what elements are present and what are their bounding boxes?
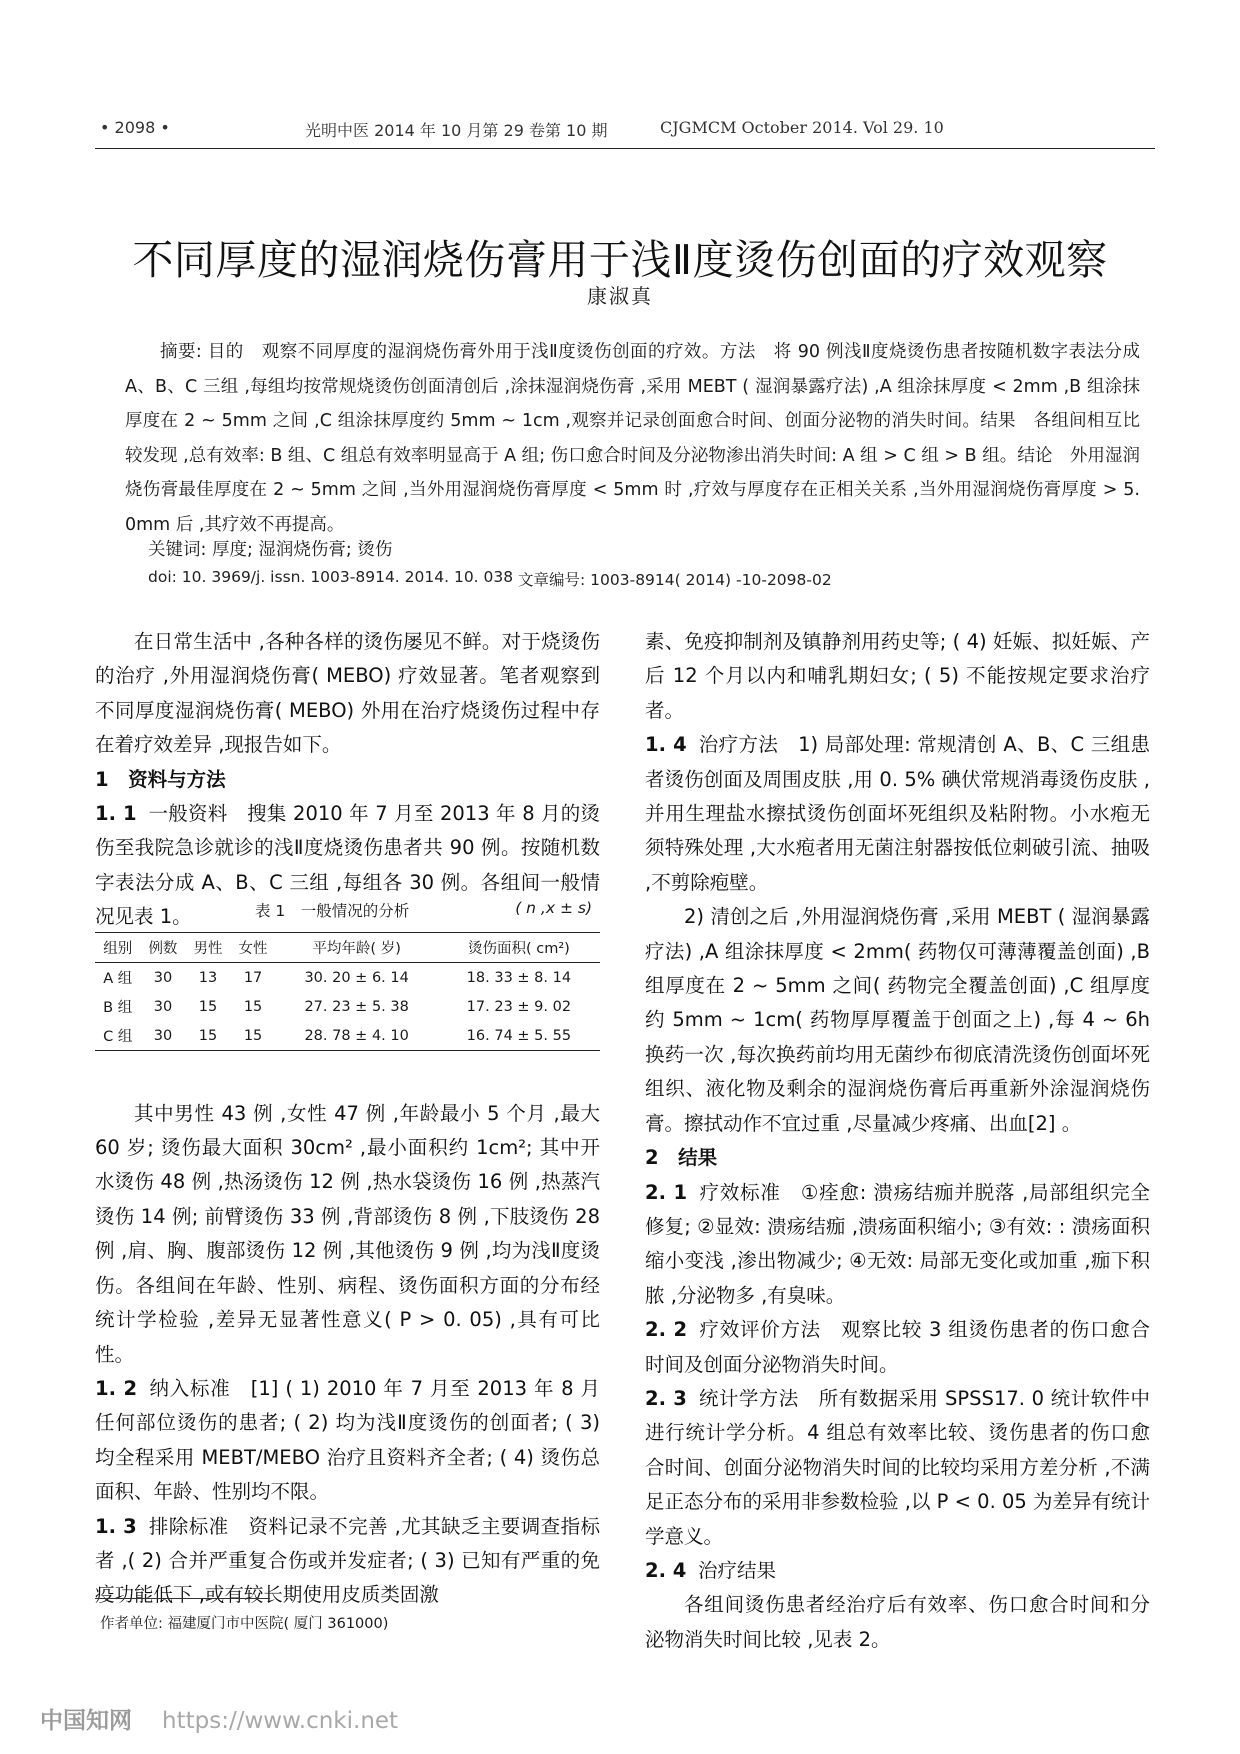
column-header: 例数 (140, 933, 185, 963)
subsection-2-4 (645, 1554, 1150, 1588)
subsection-number: 2. 2 (645, 1318, 688, 1342)
table-cell: 30 (153, 969, 173, 986)
table-cell: 27. 23 ± 5. 38 (304, 998, 409, 1015)
paragraph-text: 排除标准 资料记录不完善 ,尤其缺乏主要调查指标者 ,( 2) 合并严重复合伤或并发症者; ( 3) 已知有严重的免疫功能低下 ,或有较长期使用皮质类固激 (95, 1514, 600, 1607)
table-cell: 18. 33 ± 8. 14 (466, 969, 572, 986)
subsection-number: 1. 2 (95, 1376, 138, 1400)
table-cell: 16. 74 ± 5. 55 (438, 1021, 600, 1051)
table-cell: 17. 23 ± 9. 02 (466, 998, 572, 1015)
subsection-number: 2. 3 (645, 1386, 687, 1410)
paragraph: 其中男性 43 例 ,女性 47 例 ,年龄最小 5 个月 ,最大 60 岁; 烫伤最大面积 30cm² ,最小面积约 1cm²; 其中开水烫伤 48 例 ,热汤烫伤 12 例 ,热水袋烫伤 16 例 ,热蒸汽烫伤 14 例; 前臂烫伤 33 例 ,背部烫伤 8 例 ,下肢烫伤 28 例 ,肩、胸、腹部烫伤 12 例 ,其他烫伤 9 例 ,均为浅Ⅱ度烫伤。各组间在年龄、性别、病程、烫伤面积方面的分布经统计学检验 ,差异无显著性意义( P > 0. 05) ,具有可比性。 (95, 1101, 600, 1366)
article-title: 不同厚度的湿润烧伤膏用于浅Ⅱ度烫伤创面的疗效观察 (132, 236, 1108, 285)
journal-title-cn: 光明中医 2014 年 10 月第 29 卷第 10 期 (305, 121, 608, 140)
subsection-title: 治疗结果 (698, 1558, 777, 1582)
subsection-2-2 (645, 1313, 1150, 1382)
table-cell: C 组 (95, 1021, 140, 1051)
table-row (95, 963, 600, 993)
watermark-url: https://www.cnki.net (162, 1708, 399, 1734)
keywords: 关键词: 厚度; 湿润烧伤膏; 烫伤 (148, 540, 393, 560)
column-header: 男性 (185, 933, 230, 963)
table-cell: B 组 (103, 1000, 133, 1016)
table-cell: A 组 (103, 971, 133, 987)
running-header (100, 118, 1150, 148)
subsection-number: 2. 4 (645, 1558, 687, 1582)
intro-paragraph: 在日常生活中 ,各种各样的烫伤屡见不鲜。对于烧烫伤的治疗 ,外用湿润烧伤膏( MEBO) 疗效显著。笔者观察到不同厚度湿润烧伤膏( MEBO) 外用在治疗烧烫伤过程中存在着疗效差异 ,现报告如下。 (95, 630, 600, 757)
cnki-watermark (40, 1702, 398, 1735)
table-title: 表 1 一般情况的分析 (255, 902, 410, 920)
paragraph-text: 统计学方法 所有数据采用 SPSS17. 0 统计软件中进行统计学分析。4 组总有效率比较、烫伤患者的伤口愈合时间、创面分泌物消失时间的比较均采用方差分析 ,不满足正态分布的采用非参数检验 ,以 P < 0. 05 为差异有统计学意义。 (645, 1386, 1150, 1548)
column-header: 组别 (95, 933, 140, 963)
abstract: 摘要: 目的 观察不同厚度的湿润烧伤膏外用于浅Ⅱ度烫伤创面的疗效。方法 将 90 例浅Ⅱ度烧烫伤患者按随机数字表法分成 A、B、C 三组 ,每组均按常规烧烫伤创面清创后 ,涂抹湿润烧伤膏 ,采用 MEBT ( 湿润暴露疗法) ,A 组涂抹厚度 < 2mm ,B 组涂抹厚度在 2 ~ 5mm 之间 ,C 组涂抹厚度约 5mm ~ 1cm ,观察并记录创面愈合时间、创面分泌物的消失时间。结果 各组间相互比较发现 ,总有效率: B 组、C 组总有效率明显高于 A 组; 伤口愈合时间及分泌物渗出消失时间: A 组 > C 组 > B 组。结论 外用湿润烧伤膏最佳厚度在 2 ~ 5mm 之间 ,当外用湿润烧伤膏厚度 < 5mm 时 ,疗效与厚度存在正相关关系 ,当外用湿润烧伤膏厚度 > 5. 0mm 后 ,其疗效不再提高。 (125, 342, 1140, 535)
table-cell: 15 (185, 1021, 230, 1051)
subsection-1-2 (95, 1372, 600, 1510)
table-unit: ( n ,x ± s) (515, 899, 592, 917)
right-column (645, 625, 1150, 1657)
section-heading: 1 资料与方法 (95, 767, 226, 791)
table-cell: 30 (140, 1021, 185, 1051)
table-cell: 15 (231, 1021, 276, 1051)
doi: doi: 10. 3969/j. issn. 1003-8914. 2014. 10. 038 (148, 568, 514, 586)
column-header: 平均年龄( 岁) (276, 933, 438, 963)
table-cell: 17 (243, 969, 263, 986)
header-rule (95, 148, 1155, 149)
paragraph-text: 纳入标准 [1] ( 1) 2010 年 7 月至 2013 年 8 月任何部位烫伤的患者; ( 2) 均为浅Ⅱ度烫伤的创面者; ( 3) 均全程采用 MEBT/MEBO 治疗且资料齐全者; ( 4) 烫伤总面积、年龄、性别均不限。 (95, 1376, 601, 1504)
subsection-number: 1. 4 (645, 733, 687, 757)
paragraph: 各组间烫伤患者经治疗后有效率、伤口愈合时间和分泌物消失时间比较 ,见表 2。 (645, 1593, 1150, 1651)
article-number: 文章编号: 1003-8914( 2014) -10-2098-02 (518, 571, 832, 589)
table-cell: 15 (243, 998, 263, 1015)
subsection-number: 1. 1 (95, 802, 137, 826)
journal-title-en: CJGMCM October 2014. Vol 29. 10 (660, 118, 944, 137)
subsection-2-1 (645, 1176, 1150, 1314)
table-header-row (95, 933, 600, 963)
author-affiliation: 作者单位: 福建厦门市中医院( 厦门 361000) (100, 1616, 389, 1632)
footnote-rule (95, 1598, 270, 1599)
paragraph: 素、免疫抑制剂及镇静剂用药史等; ( 4) 妊娠、拟妊娠、产后 12 个月以内和哺乳期妇女; ( 5) 不能按规定要求治疗者。 (645, 630, 1150, 722)
subsection-2-3 (645, 1382, 1150, 1554)
table-cell: 15 (198, 998, 218, 1015)
table-row (95, 992, 600, 1021)
table-cell: 13 (198, 969, 218, 986)
author: 康淑真 (587, 284, 653, 308)
table-1 (95, 932, 600, 1051)
table-cell: 30. 20 ± 6. 14 (304, 969, 409, 986)
table-row (95, 1021, 600, 1051)
watermark-logo-text: 中国知网 (40, 1708, 132, 1734)
subsection-number: 1. 3 (95, 1514, 137, 1538)
paragraph-text: 治疗方法 1) 局部处理: 常规清创 A、B、C 三组患者烫伤创面及周围皮肤 ,用 0. 5% 碘伏常规消毒烫伤皮肤 ,并用生理盐水擦拭烫伤创面坏死组织及粘附物。小水疱无须特殊处理 ,大水疱者用无菌注射器按低位刺破引流、抽吸 ,不剪除疱壁。 (645, 733, 1150, 894)
table-cell: 28. 78 ± 4. 10 (276, 1021, 438, 1051)
page-number: • 2098 • (100, 118, 170, 137)
table-cell: 30 (153, 998, 173, 1015)
column-header: 女性 (231, 933, 276, 963)
section-heading: 2 结果 (645, 1146, 718, 1170)
paragraph-text: 疗效标准 ①痊愈: 溃疡结痂并脱落 ,局部组织完全修复; ②显效: 溃疡结痂 ,溃疡面积缩小; ③有效: : 溃疡面积缩小变浅 ,渗出物减少; ④无效: 局部无变化或加重 ,痂下积脓 ,分泌物多 ,有臭味。 (645, 1180, 1150, 1307)
subsection-1-4 (645, 728, 1150, 900)
column-header: 烫伤面积( cm²) (438, 933, 600, 963)
subsection-number: 2. 1 (645, 1180, 688, 1204)
paragraph-text: 一般资料 搜集 2010 年 7 月至 2013 年 8 月的烫伤至我院急诊就诊的浅Ⅱ度烧烫伤患者共 90 例。按随机数字表法分成 A、B、C 三组 ,每组各 30 例。各组间一般情况见表 1。 (95, 802, 601, 929)
paragraph-text: 疗效评价方法 观察比较 3 组烫伤患者的伤口愈合时间及创面分泌物消失时间。 (645, 1318, 1150, 1376)
paragraph: 2) 清创之后 ,外用湿润烧伤膏 ,采用 MEBT ( 湿润暴露疗法) ,A 组涂抹厚度 < 2mm( 药物仅可薄薄覆盖创面) ,B 组厚度在 2 ~ 5mm 之间( 药物完全覆盖创面) ,C 组厚度约 5mm ~ 1cm( 药物厚厚覆盖于创面之上) ,每 4 ~ 6h 换药一次 ,每次换药前均用无菌纱布彻底清洗烫伤创面坏死组织、液化物及剩余的湿润烧伤膏后再重新外涂湿润烧伤膏。擦拭动作不宜过重 ,尽量减少疼痛、出血[2] 。 (645, 905, 1150, 1135)
left-column (95, 625, 600, 1613)
